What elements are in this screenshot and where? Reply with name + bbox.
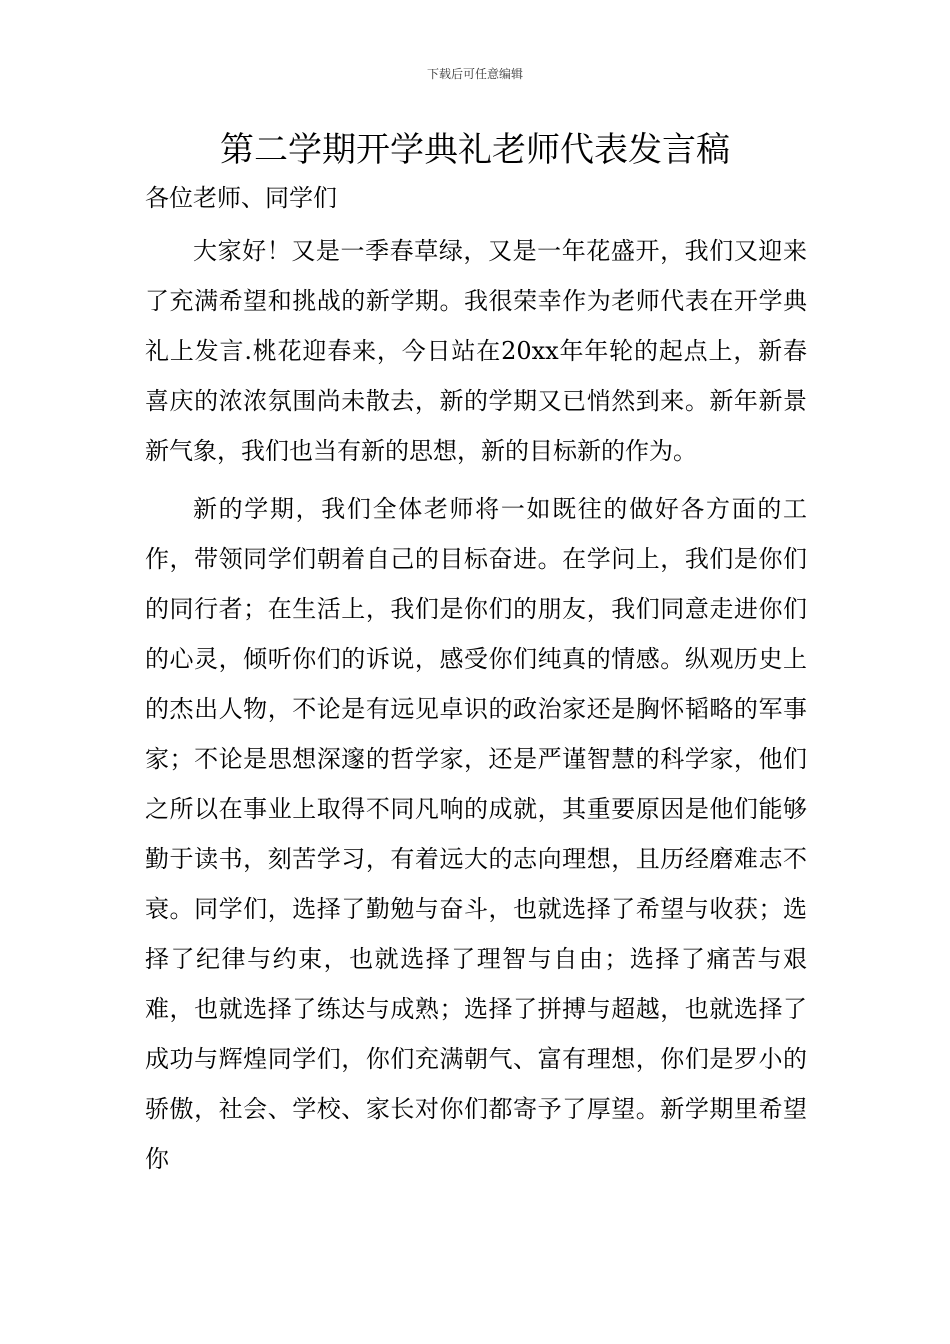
- document-title: 第二学期开学典礼老师代表发言稿: [220, 130, 730, 170]
- header-note: 下载后可任意编辑: [426, 67, 523, 81]
- document-body: [145, 178, 807, 1184]
- salutation: 各位老师、同学们: [145, 184, 337, 212]
- paragraph-1: 大家好！又是一季春草绿，又是一年花盛开，我们又迎来了充满希望和挑战的新学期。我很荣幸作为老师代表在开学典礼上发言.桃花迎春来，今日站在20xx年年轮的起点上，新春喜庆的浓浓氛围尚未散去，新的学期又已悄然到来。新年新景新气象，我们也当有新的思想，新的目标新的作为。: [145, 237, 807, 465]
- paragraph-2: 新的学期，我们全体老师将一如既往的做好各方面的工作，带领同学们朝着自己的目标奋进。在学问上，我们是你们的同行者；在生活上，我们是你们的朋友，我们同意走进你们的心灵，倾听你们的诉说，感受你们纯真的情感。纵观历史上的杰出人物，不论是有远见卓识的政治家还是胸怀韬略的军事家；不论是思想深邃的哲学家，还是严谨智慧的科学家，他们之所以在事业上取得不同凡响的成就，其重要原因是他们能够勤于读书，刻苦学习，有着远大的志向理想，且历经磨难志不衰。同学们，选择了勤勉与奋斗，也就选择了希望与收获；选择了纪律与约束，也就选择了理智与自由；选择了痛苦与艰难，也就选择了练达与成熟；选择了拼搏与超越，也就选择了成功与辉煌同学们，你们充满朝气、富有理想，你们是罗小的骄傲，社会、学校、家长对你们都寄予了厚望。新学期里希望你: [145, 495, 807, 1173]
